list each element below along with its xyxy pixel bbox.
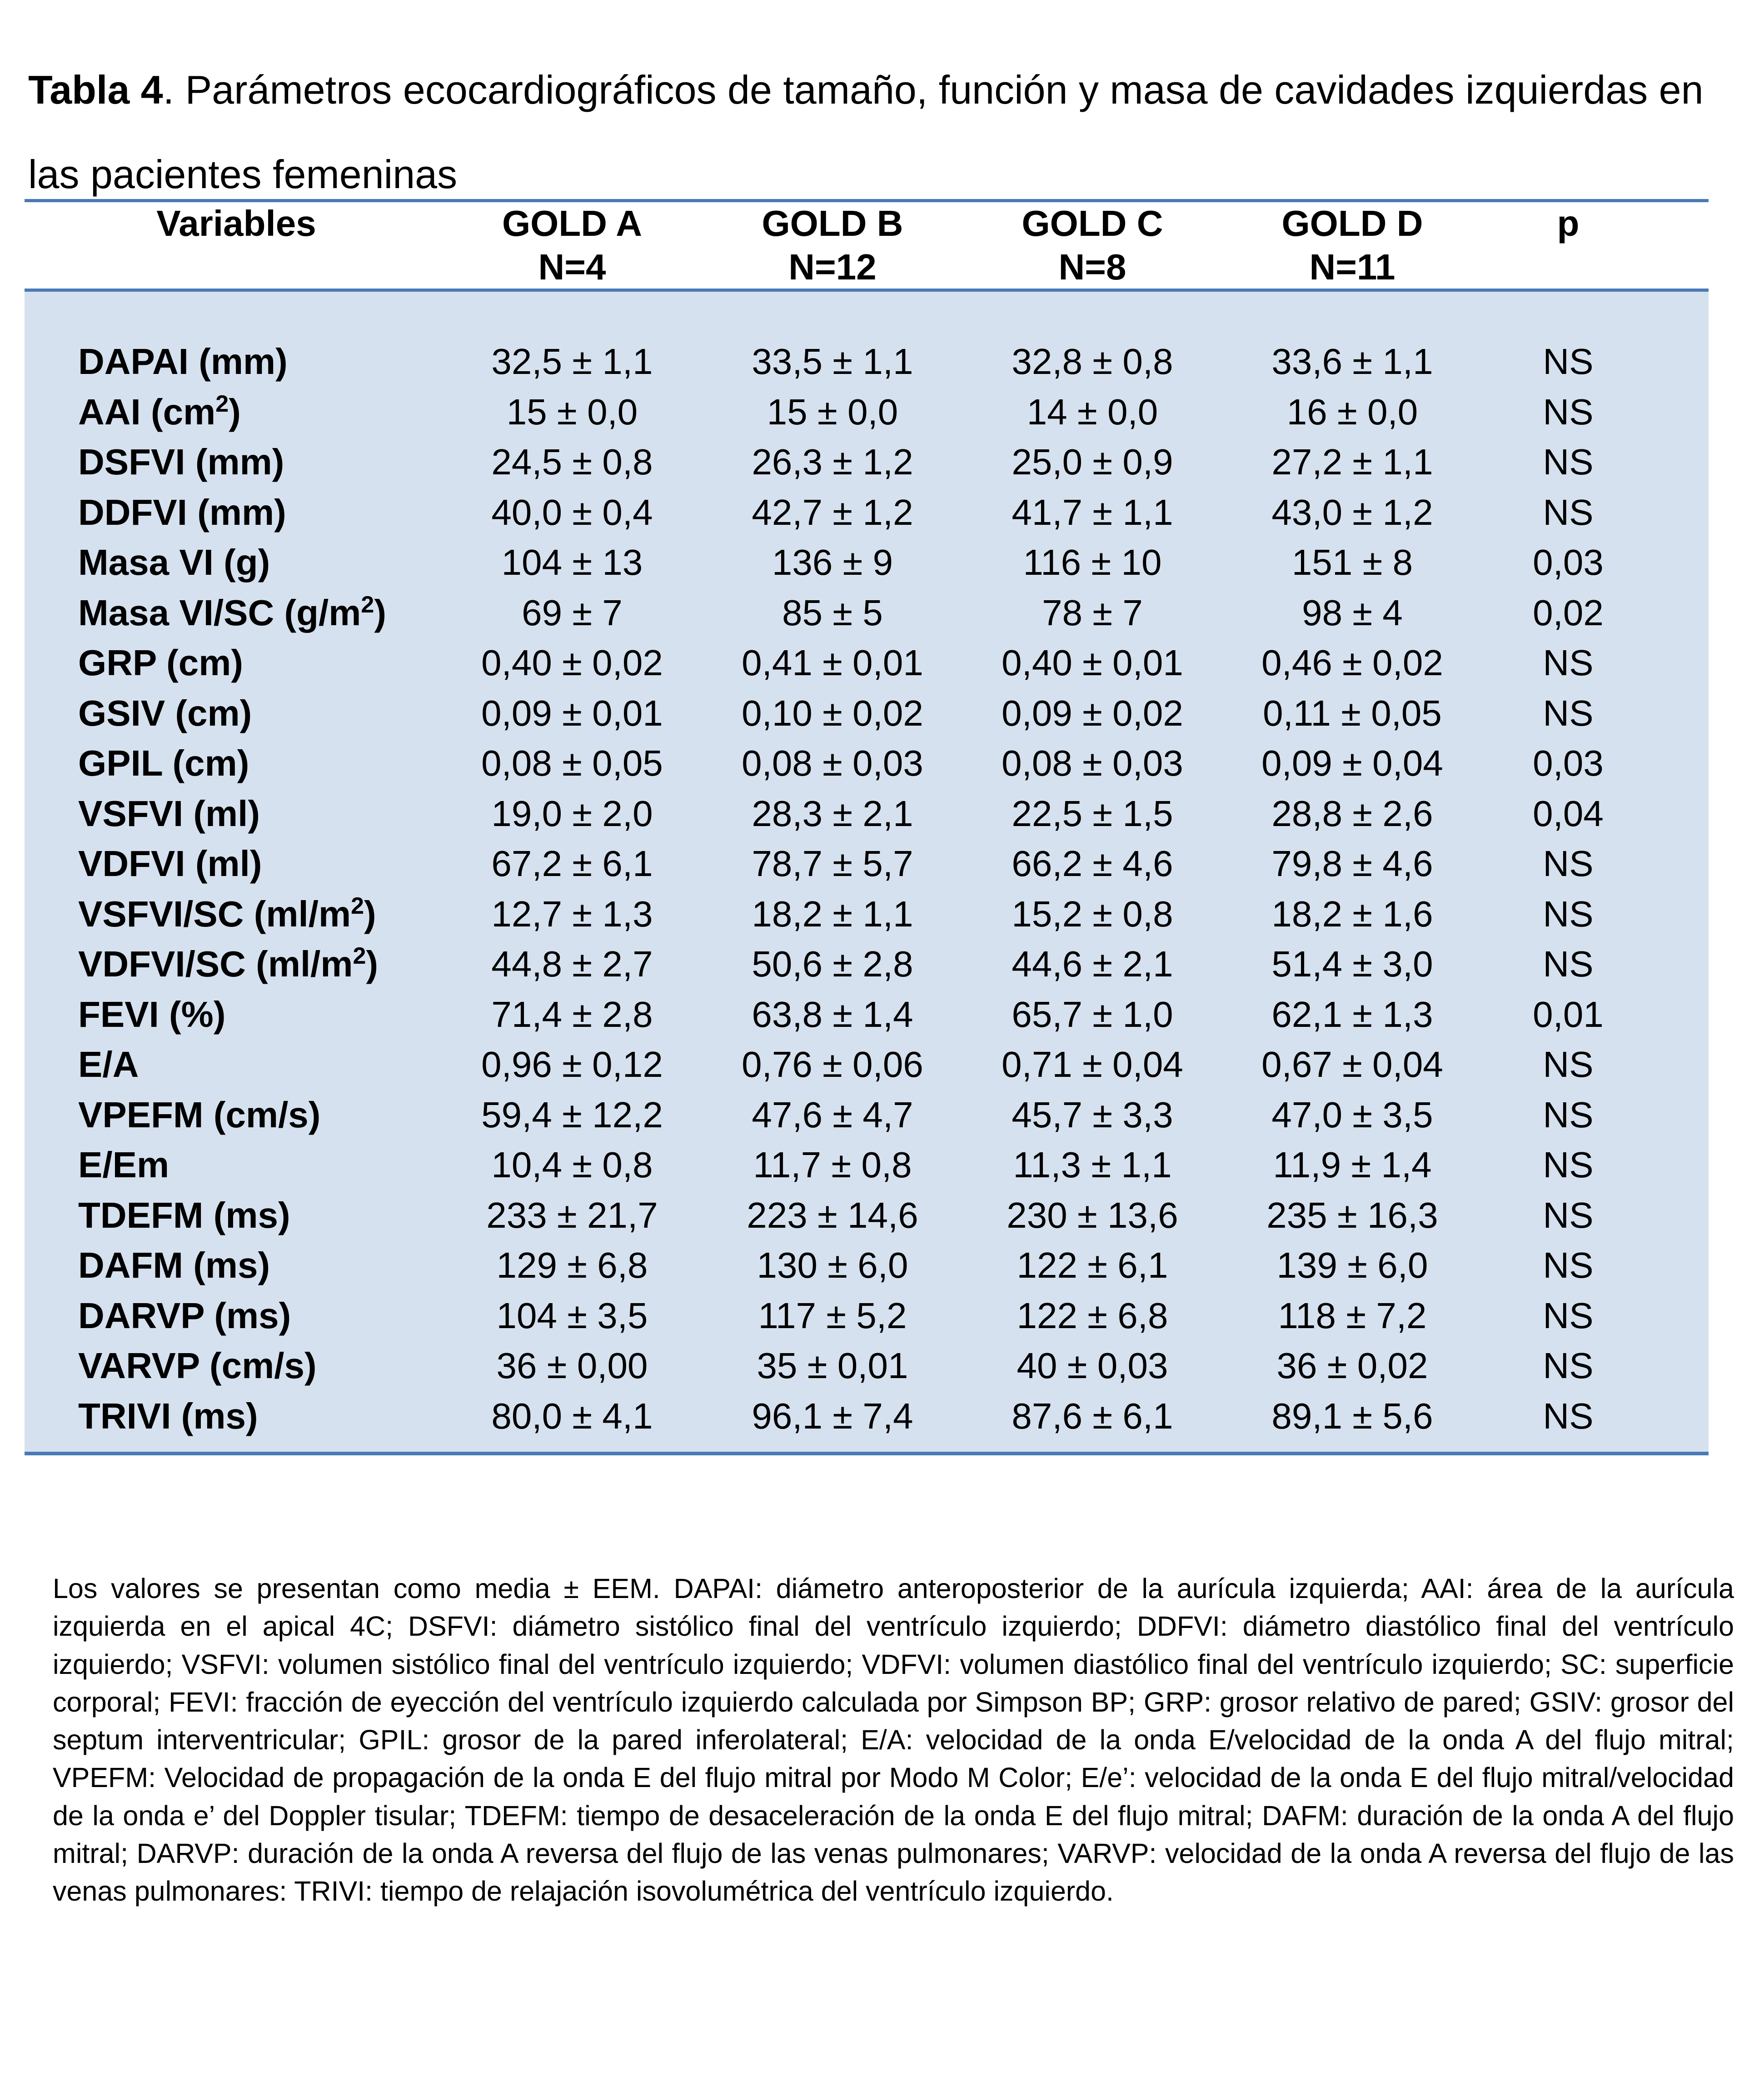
gold-b-value: 0,76 ± 0,06 — [742, 1044, 923, 1085]
gold-a-value: 15 ± 0,0 — [506, 391, 638, 432]
gold-b-value: 85 ± 5 — [782, 592, 883, 633]
variable-name: VDFVI/SC $(ml/m^2)$ — [78, 943, 379, 984]
table-row — [25, 939, 1709, 990]
gold-b-value: 50,6 ± 2,8 — [752, 944, 913, 984]
gold-d-value: 43,0 ± 1,2 — [1271, 492, 1433, 533]
table-row — [25, 1040, 1709, 1090]
variable-name: GPIL (cm) — [78, 743, 249, 783]
header-variables: Variables — [156, 203, 316, 244]
p-value: NS — [1543, 492, 1594, 533]
gold-a-value: 59,4 ± 12,2 — [481, 1094, 663, 1135]
gold-a-value: 0,09 ± 0,01 — [481, 692, 663, 733]
gold-c-value: 14 ± 0,0 — [1027, 391, 1158, 432]
table-caption — [28, 48, 1709, 217]
table-row — [25, 387, 1709, 438]
table-row — [25, 688, 1709, 739]
table-row — [25, 1090, 1709, 1140]
gold-b-value: 78,7 ± 5,7 — [752, 843, 913, 884]
header-p: p — [1557, 203, 1580, 244]
gold-a-value: 40,0 ± 0,4 — [491, 492, 653, 533]
gold-d-value: 151 ± 8 — [1291, 542, 1413, 582]
table-footnote: Los valores se presentan como media ± EEM. DAPAI: diámetro anteroposterior de la aurícula izquierda; AAI: área de la aurícula izquierda en el apical 4C; DSFVI: diámetro sistólico final del ventrículo izquierdo; DDFVI: diámetro diastólico final del ventrículo izquierdo; VSFVI: volumen sistólico final del ventrículo izquierdo; VDFVI: volumen diastólico final del ventrículo izquierdo; SC: superficie corporal; FEVI: fracción de eyección del ventrículo izquierdo calculada por Simpson BP; GRP: grosor relativo de pared; GSIV: grosor del septum interventricular; GPIL: grosor de la pared inferolateral; E/A: velocidad de la onda E/velocidad de la onda A del flujo mitral; VPEFM: Velocidad de propagación de la onda E del flujo mitral por Modo M Color; E/e’: velocidad de la onda E del flujo mitral/velocidad de la onda e’ del Doppler tisular; TDEFM: tiempo de desaceleración de la onda E del flujo mitral; DAFM: duración de la onda A del flujo mitral; DARVP: duración de la onda A reversa del flujo de las venas pulmonares; VARVP: velocidad de la onda A reversa del flujo de las venas pulmonares: TRIVI: tiempo de relajación isovolumétrica del ventrículo izquierdo. — [53, 1573, 1734, 1907]
gold-a-value: 44,8 ± 2,7 — [491, 944, 653, 984]
variable-name: VSFVI (ml) — [78, 793, 260, 834]
p-value: NS — [1543, 1245, 1594, 1285]
gold-c-value: 0,09 ± 0,02 — [1002, 692, 1183, 733]
header-gold-a: GOLD A N=4 — [502, 203, 643, 287]
table-header-rule — [25, 289, 1709, 292]
gold-b-value: 136 ± 9 — [772, 542, 893, 582]
gold-a-value: 0,08 ± 0,05 — [481, 743, 663, 783]
variable-name: E/Em — [78, 1145, 169, 1185]
gold-b-value: 0,41 ± 0,01 — [742, 642, 923, 683]
gold-d-value: 0,11 ± 0,05 — [1263, 692, 1442, 733]
gold-c-value: 230 ± 13,6 — [1007, 1195, 1178, 1235]
table-row — [25, 889, 1709, 940]
gold-b-value: 26,3 ± 1,2 — [752, 442, 913, 482]
table-row — [25, 839, 1709, 889]
gold-d-value: 18,2 ± 1,6 — [1271, 893, 1433, 934]
variable-name: GSIV (cm) — [78, 692, 252, 733]
gold-d-value: 28,8 ± 2,6 — [1271, 793, 1433, 834]
gold-c-value: 25,0 ± 0,9 — [1012, 442, 1173, 482]
variable-name: E/A — [78, 1044, 139, 1085]
p-value: 0,03 — [1533, 542, 1604, 582]
p-value: NS — [1543, 944, 1594, 984]
gold-c-value: 0,08 ± 0,03 — [1002, 743, 1183, 783]
header-gold-c: GOLD C N=8 — [1022, 203, 1163, 287]
variable-name: DAFM (ms) — [78, 1245, 270, 1285]
p-value: 0,02 — [1533, 592, 1604, 633]
table-row — [25, 789, 1709, 839]
p-value: NS — [1543, 692, 1594, 733]
table-row — [25, 538, 1709, 588]
table-row — [25, 1190, 1709, 1241]
variable-name: DDFVI (mm) — [78, 492, 286, 533]
gold-b-value: 96,1 ± 7,4 — [752, 1395, 913, 1436]
variable-name: Masa VI/SC $(g/m^2)$ — [78, 591, 386, 633]
gold-a-value: 233 ± 21,7 — [486, 1195, 658, 1235]
p-value: NS — [1543, 1044, 1594, 1085]
variable-name: VPEFM (cm/s) — [78, 1094, 321, 1135]
gold-c-value: 122 ± 6,8 — [1017, 1295, 1168, 1336]
table-row — [25, 1391, 1709, 1442]
gold-c-value: 0,40 ± 0,01 — [1002, 642, 1183, 683]
gold-a-value: 10,4 ± 0,8 — [491, 1145, 653, 1185]
variable-name: Masa VI (g) — [78, 542, 270, 582]
gold-a-value: 104 ± 3,5 — [496, 1295, 648, 1336]
gold-a-value: 32,5 ± 1,1 — [491, 341, 653, 382]
p-value: 0,04 — [1533, 793, 1604, 834]
p-value: NS — [1543, 843, 1594, 884]
p-value: NS — [1543, 391, 1594, 432]
gold-c-value: 40 ± 0,03 — [1017, 1345, 1168, 1386]
gold-c-value: 122 ± 6,1 — [1017, 1245, 1168, 1285]
p-value: NS — [1543, 1195, 1594, 1235]
p-value: NS — [1543, 341, 1594, 382]
gold-a-value: 67,2 ± 6,1 — [491, 843, 653, 884]
gold-c-value: 45,7 ± 3,3 — [1012, 1094, 1173, 1135]
gold-b-value: 223 ± 14,6 — [747, 1195, 918, 1235]
gold-c-value: 0,71 ± 0,04 — [1002, 1044, 1183, 1085]
p-value: NS — [1543, 893, 1594, 934]
table-row — [25, 738, 1709, 789]
gold-d-value: 118 ± 7,2 — [1278, 1295, 1427, 1336]
caption-lead: Tabla 4 — [28, 67, 163, 112]
variable-name: VSFVI/SC $(ml/m^2)$ — [78, 892, 376, 934]
gold-a-value: 0,96 ± 0,12 — [481, 1044, 663, 1085]
gold-a-value: 129 ± 6,8 — [496, 1245, 648, 1285]
p-value: NS — [1543, 442, 1594, 482]
variable-name: GRP (cm) — [78, 642, 244, 683]
gold-a-value: 24,5 ± 0,8 — [491, 442, 653, 482]
gold-a-value: 80,0 ± 4,1 — [491, 1395, 653, 1436]
table-row — [25, 990, 1709, 1040]
gold-c-value: 66,2 ± 4,6 — [1012, 843, 1173, 884]
variable-name: AAI $(cm^2)$ — [78, 390, 241, 432]
variable-name: DSFVI (mm) — [78, 442, 284, 482]
gold-c-value: 15,2 ± 0,8 — [1012, 893, 1173, 934]
gold-b-value: 11,7 ± 0,8 — [753, 1145, 912, 1185]
gold-d-value: 47,0 ± 3,5 — [1271, 1094, 1433, 1135]
variable-name: VDFVI (ml) — [78, 843, 262, 884]
variable-name: TDEFM (ms) — [78, 1195, 290, 1235]
gold-b-value: 0,08 ± 0,03 — [742, 743, 923, 783]
gold-b-value: 18,2 ± 1,1 — [752, 893, 913, 934]
gold-b-value: 117 ± 5,2 — [758, 1295, 907, 1336]
gold-c-value: 11,3 ± 1,1 — [1013, 1145, 1172, 1185]
gold-d-value: 51,4 ± 3,0 — [1271, 944, 1433, 984]
table-row — [25, 1140, 1709, 1190]
gold-c-value: 32,8 ± 0,8 — [1012, 341, 1173, 382]
gold-d-value: 0,09 ± 0,04 — [1261, 743, 1443, 783]
p-value: NS — [1543, 1345, 1594, 1386]
gold-d-value: 79,8 ± 4,6 — [1271, 843, 1433, 884]
table-row — [25, 488, 1709, 538]
gold-d-value: 11,9 ± 1,4 — [1273, 1145, 1432, 1185]
gold-b-value: 63,8 ± 1,4 — [752, 994, 913, 1035]
gold-a-value: 104 ± 13 — [501, 542, 643, 582]
gold-a-value: 69 ± 7 — [522, 592, 623, 633]
gold-d-value: 33,6 ± 1,1 — [1271, 341, 1433, 382]
gold-b-value: 28,3 ± 2,1 — [752, 793, 913, 834]
gold-b-value: 15 ± 0,0 — [767, 391, 898, 432]
table-row — [25, 1341, 1709, 1391]
variable-name: FEVI (%) — [78, 994, 226, 1035]
table-row — [25, 1291, 1709, 1341]
gold-c-value: 41,7 ± 1,1 — [1012, 492, 1173, 533]
gold-d-value: 89,1 ± 5,6 — [1271, 1395, 1433, 1436]
gold-b-value: 35 ± 0,01 — [757, 1345, 908, 1386]
gold-d-value: 36 ± 0,02 — [1276, 1345, 1428, 1386]
gold-b-value: 130 ± 6,0 — [757, 1245, 908, 1285]
gold-c-value: 22,5 ± 1,5 — [1012, 793, 1173, 834]
header-gold-b: GOLD B N=12 — [762, 203, 903, 287]
table-row — [25, 588, 1709, 638]
gold-a-value: 36 ± 0,00 — [496, 1345, 648, 1386]
gold-a-value: 12,7 ± 1,3 — [491, 893, 653, 934]
table-row — [25, 337, 1709, 387]
variable-name: TRIVI (ms) — [78, 1395, 258, 1436]
gold-a-value: 71,4 ± 2,8 — [491, 994, 653, 1035]
gold-d-value: 98 ± 4 — [1302, 592, 1403, 633]
gold-d-value: 235 ± 16,3 — [1266, 1195, 1438, 1235]
gold-b-value: 47,6 ± 4,7 — [752, 1094, 913, 1135]
header-gold-d: GOLD D N=11 — [1281, 203, 1423, 287]
gold-c-value: 65,7 ± 1,0 — [1012, 994, 1173, 1035]
gold-c-value: 44,6 ± 2,1 — [1012, 944, 1173, 984]
variable-name: DARVP (ms) — [78, 1295, 291, 1336]
gold-a-value: 0,40 ± 0,02 — [481, 642, 663, 683]
table-row — [25, 437, 1709, 488]
gold-d-value: 0,67 ± 0,04 — [1261, 1044, 1443, 1085]
gold-d-value: 27,2 ± 1,1 — [1271, 442, 1433, 482]
p-value: NS — [1543, 1295, 1594, 1336]
gold-c-value: 78 ± 7 — [1042, 592, 1143, 633]
data-table — [25, 199, 1709, 1455]
gold-d-value: 139 ± 6,0 — [1276, 1245, 1428, 1285]
p-value: NS — [1543, 1395, 1594, 1436]
gold-d-value: 16 ± 0,0 — [1286, 391, 1418, 432]
gold-a-value: 19,0 ± 2,0 — [491, 793, 653, 834]
gold-b-value: 33,5 ± 1,1 — [752, 341, 913, 382]
gold-c-value: 87,6 ± 6,1 — [1012, 1395, 1173, 1436]
gold-c-value: 116 ± 10 — [1023, 542, 1162, 582]
p-value: NS — [1543, 1094, 1594, 1135]
gold-d-value: 62,1 ± 1,3 — [1271, 994, 1433, 1035]
gold-b-value: 42,7 ± 1,2 — [752, 492, 913, 533]
p-value: 0,01 — [1533, 994, 1604, 1035]
table-row — [25, 1240, 1709, 1291]
gold-b-value: 0,10 ± 0,02 — [742, 692, 923, 733]
p-value: NS — [1543, 1145, 1594, 1185]
gold-d-value: 0,46 ± 0,02 — [1261, 642, 1443, 683]
variable-name: DAPAI (mm) — [78, 341, 288, 382]
variable-name: VARVP (cm/s) — [78, 1345, 317, 1386]
p-value: 0,03 — [1533, 743, 1604, 783]
table-bottom-rule — [25, 1452, 1709, 1455]
table-rows — [25, 337, 1709, 1441]
p-value: NS — [1543, 642, 1594, 683]
caption-text: . Parámetros ecocardiográficos de tamaño, función y masa de cavidades izquierdas en las pacientes femeninas — [28, 67, 1704, 197]
table-row — [25, 638, 1709, 688]
